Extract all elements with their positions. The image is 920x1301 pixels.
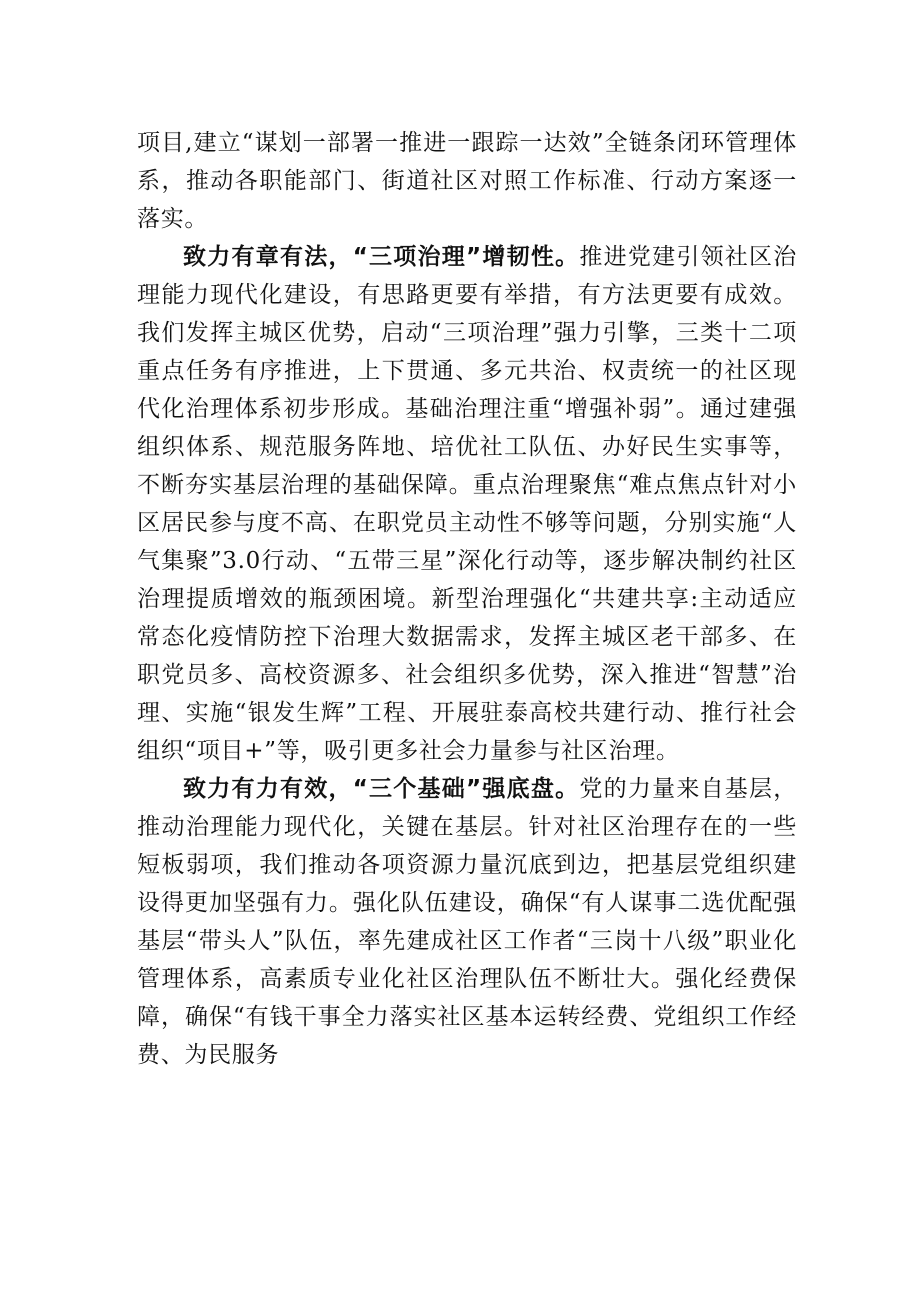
paragraph-text: 项目,建立“谋划一部署一推进一跟踪一达效”全链条闭环管理体系，推动各职能部门、街道社区对照工作标准、行动方案逐一落实。 — [137, 130, 797, 232]
paragraph-text: 推进党建引领社区治理能力现代化建设，有思路更要有举措，有方法更要有成效。我们发挥主城区优势，启动“三项治理”强力引擎，三类十二项重点任务有序推进，上下贯通、多元共治、权责统一的社区现代化治理体系初步形成。基础治理注重“增强补弱”。通过建强组织体系、规范服务阵地、培优社工队伍、办好民生实事等，不断夯实基层治理的基础保障。重点治理聚焦“难点焦点针对小区居民参与度不高、在职党员主动性不够等问题，分别实施“人气集聚”3.0行动、“五带三星”深化行动等，逐步解决制约社区治理提质增效的瓶颈困境。新型治理强化“共建共享:主动适应常态化疫情防控下治理大数据需求，发挥主城区老干部多、在职党员多、高校资源多、社会组织多优势，深入推进“智慧”治理、实施“银发生辉”工程、开展驻泰高校共建行动、推行社会组织“项目+”等，吸引更多社会力量参与社区治理。 — [137, 244, 797, 764]
paragraph-text: 党的力量来自基层，推动治理能力现代化，关键在基层。针对社区治理存在的一些短板弱项，我们推动各项资源力量沉底到边，把基层党组织建设得更加坚强有力。强化队伍建设，确保“有人谋事二选优配强基层“带头人”队伍，率先建成社区工作者“三岗十八级”职业化管理体系，高素质专业化社区治理队伍不断壮大。强化经费保障，确保“有钱干事全力落实社区基本运转经费、党组织工作经费、为民服务 — [137, 776, 797, 1068]
document-page — [137, 124, 797, 1074]
section-heading-three-foundations: 致力有力有效，“三个基础”强底盘。 — [183, 776, 580, 802]
paragraph-continuation — [137, 124, 797, 238]
section-heading-three-governance: 致力有章有法，“三项治理”增韧性。 — [183, 244, 580, 270]
paragraph-three-governance — [137, 238, 797, 770]
paragraph-three-foundations — [137, 770, 797, 1074]
